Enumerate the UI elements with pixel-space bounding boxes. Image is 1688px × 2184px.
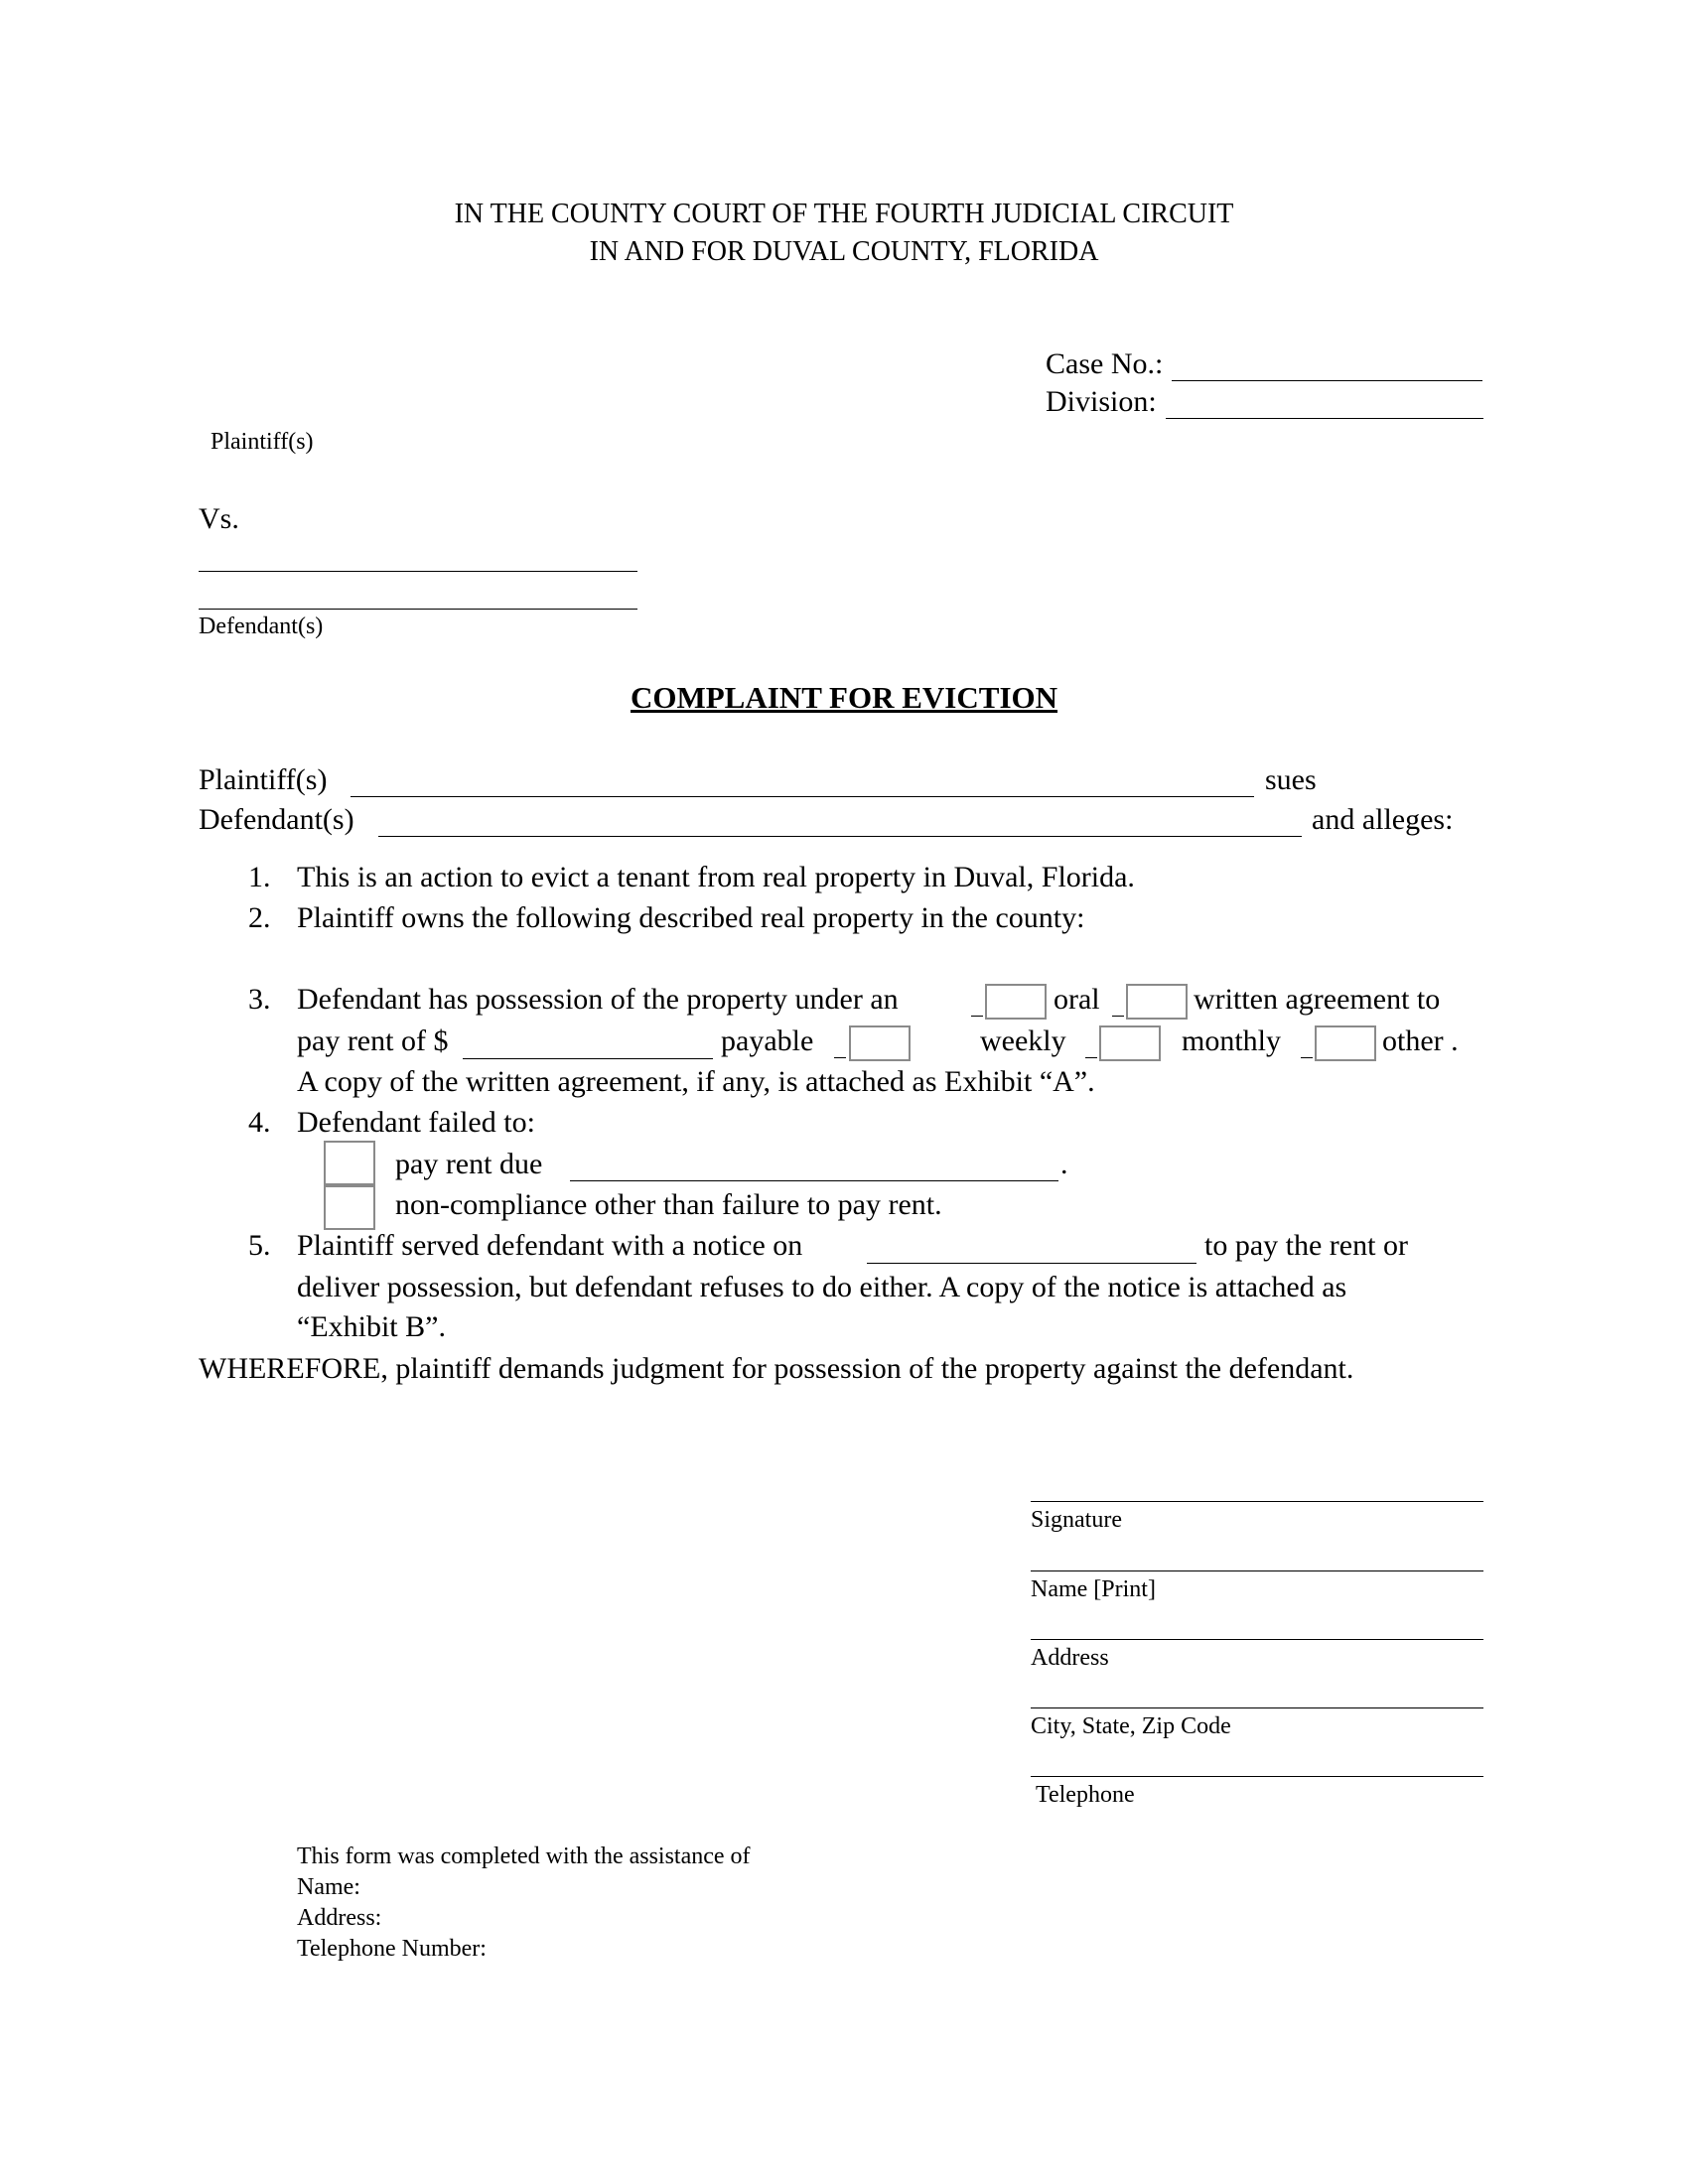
underscore-mark	[834, 1037, 846, 1058]
vs-label: Vs.	[199, 502, 239, 535]
caption-plaintiff-label: Plaintiff(s)	[211, 429, 314, 455]
sues-text: sues	[1265, 763, 1317, 796]
telephone-label: Telephone	[1036, 1782, 1135, 1808]
monthly-checkbox[interactable]	[1099, 1025, 1161, 1061]
weekly-label: weekly	[980, 1024, 1066, 1057]
item-5-text-b: to pay the rent or	[1204, 1229, 1408, 1262]
division-field[interactable]	[1166, 389, 1483, 419]
caption-defendant-label: Defendant(s)	[199, 614, 324, 639]
name-print-label: Name [Print]	[1031, 1576, 1156, 1602]
item-2-number: 2.	[248, 901, 271, 934]
court-heading-line2: IN AND FOR DUVAL COUNTY, FLORIDA	[589, 236, 1099, 267]
written-agreement-checkbox[interactable]	[1126, 984, 1188, 1020]
case-no-label: Case No.:	[1046, 347, 1164, 380]
oral-checkbox[interactable]	[985, 984, 1047, 1020]
oral-label: oral	[1054, 983, 1100, 1016]
court-heading-line1: IN THE COUNTY COURT OF THE FOURTH JUDICIAL CIRCUIT	[454, 199, 1234, 229]
payable-label: payable	[721, 1024, 814, 1057]
other-checkbox[interactable]	[1315, 1025, 1376, 1061]
rent-amount-field[interactable]	[463, 1026, 713, 1059]
signature-field[interactable]	[1031, 1471, 1483, 1502]
non-compliance-checkbox[interactable]	[324, 1185, 375, 1230]
defendant-name-line-1[interactable]	[199, 541, 637, 572]
address-label: Address	[1031, 1645, 1109, 1671]
item-3-number: 3.	[248, 983, 271, 1016]
pay-rent-due-checkbox[interactable]	[324, 1141, 375, 1185]
item-3-text-a: Defendant has possession of the property under an	[297, 983, 899, 1016]
defendant-name-line-2[interactable]	[199, 579, 637, 610]
pay-rent-of-label: pay rent of $	[297, 1024, 449, 1057]
assistance-address-label: Address:	[297, 1905, 382, 1931]
item-1-text: This is an action to evict a tenant from real property in Duval, Florida.	[297, 861, 1135, 893]
item-5-text-d: “Exhibit B”.	[297, 1310, 446, 1343]
assistance-name-label: Name:	[297, 1874, 360, 1900]
alleges-text: and alleges:	[1312, 803, 1454, 836]
rent-due-period: .	[1060, 1148, 1068, 1180]
item-2-text: Plaintiff owns the following described real property in the county:	[297, 901, 1085, 934]
monthly-label: monthly	[1182, 1024, 1282, 1057]
underscore-mark	[971, 996, 983, 1017]
written-agreement-label: written agreement to	[1194, 983, 1441, 1016]
wherefore-clause: WHEREFORE, plaintiff demands judgment for possession of the property against the defendant.	[199, 1352, 1354, 1385]
underscore-mark	[1085, 1037, 1097, 1058]
name-print-field[interactable]	[1031, 1541, 1483, 1571]
division-label: Division:	[1046, 385, 1157, 418]
intro-plaintiff-field[interactable]	[351, 766, 1254, 797]
item-3-text-c: A copy of the written agreement, if any, is attached as Exhibit “A”.	[297, 1065, 1095, 1098]
non-compliance-label: non-compliance other than failure to pay rent.	[395, 1188, 942, 1221]
document-title: COMPLAINT FOR EVICTION	[630, 680, 1058, 715]
rent-due-field[interactable]	[570, 1151, 1058, 1181]
item-1-number: 1.	[248, 861, 271, 893]
item-4-text: Defendant failed to:	[297, 1106, 535, 1139]
notice-date-field[interactable]	[867, 1231, 1196, 1264]
item-5-text-c: deliver possession, but defendant refuses to do either. A copy of the notice is attached as	[297, 1271, 1347, 1303]
city-state-zip-label: City, State, Zip Code	[1031, 1713, 1231, 1739]
underscore-mark	[1301, 1037, 1313, 1058]
item-5-number: 5.	[248, 1229, 271, 1262]
item-5-text-a: Plaintiff served defendant with a notice on	[297, 1229, 803, 1262]
underscore-mark	[1112, 996, 1124, 1017]
intro-defendant-label: Defendant(s)	[199, 803, 354, 836]
case-no-field[interactable]	[1172, 350, 1482, 381]
intro-plaintiff-label: Plaintiff(s)	[199, 763, 328, 796]
item-4-number: 4.	[248, 1106, 271, 1139]
pay-rent-due-label: pay rent due	[395, 1148, 543, 1180]
intro-defendant-field[interactable]	[378, 806, 1302, 837]
weekly-checkbox[interactable]	[849, 1025, 911, 1061]
assistance-telephone-label: Telephone Number:	[297, 1936, 487, 1962]
assistance-line: This form was completed with the assistance of	[297, 1843, 751, 1869]
other-label: other .	[1382, 1024, 1459, 1057]
signature-label: Signature	[1031, 1507, 1122, 1533]
city-state-zip-field[interactable]	[1031, 1678, 1483, 1708]
telephone-field[interactable]	[1031, 1746, 1483, 1777]
address-field[interactable]	[1031, 1609, 1483, 1640]
